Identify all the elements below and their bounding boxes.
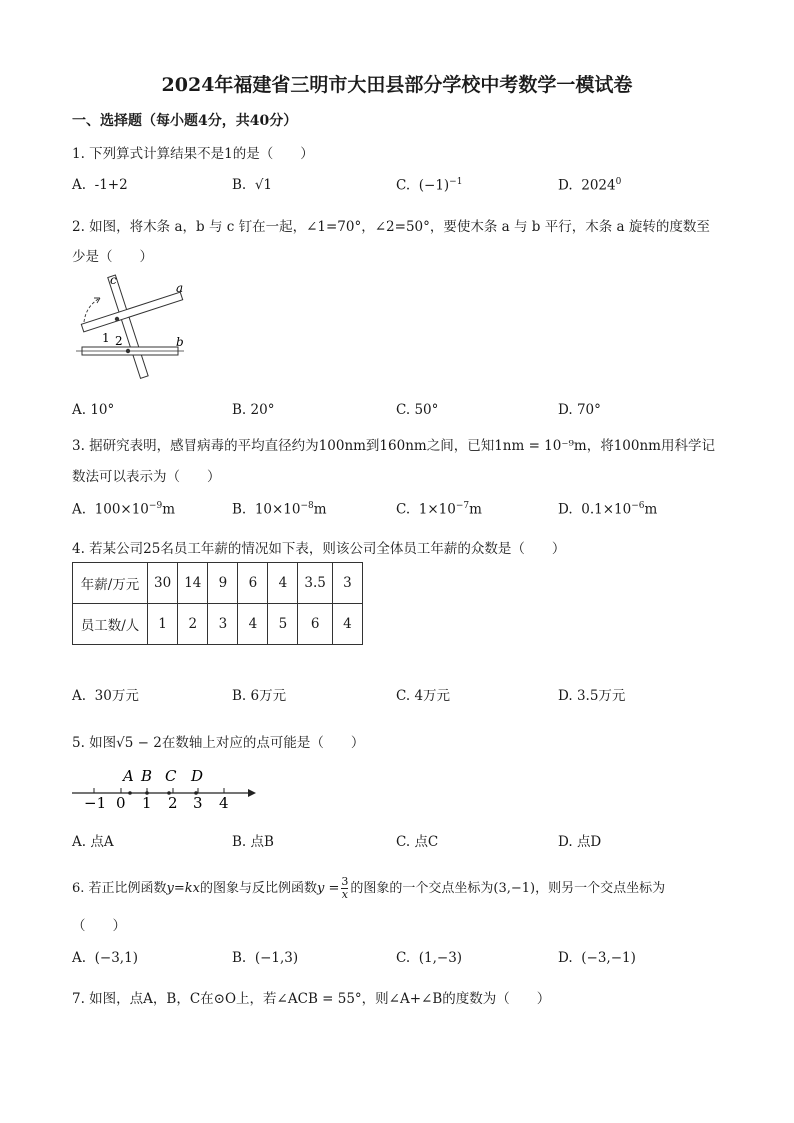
q3-option-b[interactable]: B. $10\times 10^{-8}m$ bbox=[232, 501, 327, 518]
q5-option-a[interactable]: A. 点A bbox=[72, 834, 114, 850]
section-heading: 一、选择题（每小题4分，共40分） bbox=[72, 113, 298, 129]
q6-point: (3,−1) bbox=[493, 881, 536, 896]
q2-stem-line2: 少是（ ） bbox=[72, 249, 153, 265]
table-cell: 6 bbox=[238, 563, 268, 604]
q1-stem: 1. 下列算式计算结果不是1的是（ ） bbox=[72, 146, 314, 162]
q4-option-a[interactable]: A. 30万元 bbox=[72, 688, 139, 704]
table-row bbox=[73, 604, 363, 645]
q5-option-b[interactable]: B. 点B bbox=[232, 834, 274, 850]
q3-option-c[interactable]: C. $1\times 10^{-7}m$ bbox=[396, 501, 482, 518]
table-cell: 14 bbox=[178, 563, 208, 604]
label-point-b: B bbox=[141, 767, 153, 785]
table-cell: 9 bbox=[208, 563, 238, 604]
table-cell: 30 bbox=[148, 563, 178, 604]
q2-stem-line1: 2. 如图，将木条 a，b 与 c 钉在一起，∠1=70°，∠2=50°，要使木条 a 与 b 平行，木条 a 旋转的度数至 bbox=[72, 219, 710, 235]
table-row-head: 员工数/人 bbox=[73, 604, 148, 645]
tick-label: 1 bbox=[142, 794, 152, 812]
nail-1 bbox=[115, 317, 119, 321]
q6-option-c[interactable]: C. (1,−3) bbox=[396, 950, 463, 966]
q5-expression: √5 − 2 bbox=[116, 735, 162, 751]
q3-stem-line2: 数法可以表示为（ ） bbox=[72, 469, 221, 485]
q6-stem-line1: 6. 若正比例函数y=kx的图象与反比例函数y = $\frac{3}{x}$ 的图象的一个交点坐标为(3,−1)，则另一个交点坐标为 bbox=[72, 875, 666, 901]
table-cell: 5 bbox=[268, 604, 298, 645]
table-cell: 4 bbox=[268, 563, 298, 604]
q6-fraction: $\frac{3}{x}$ bbox=[341, 875, 349, 901]
label-b: b bbox=[176, 335, 184, 349]
tick-label: 4 bbox=[219, 794, 229, 812]
q6-option-d[interactable]: D. (−3,−1) bbox=[558, 950, 636, 966]
label-point-d: D bbox=[191, 767, 204, 785]
number-line bbox=[68, 762, 263, 814]
label-a: a bbox=[176, 281, 184, 295]
q4-stem: 4. 若某公司25名员工年薪的情况如下表，则该公司全体员工年薪的众数是（ ） bbox=[72, 541, 566, 557]
q6-option-b[interactable]: B. (−1,3) bbox=[232, 950, 299, 966]
q4-option-d[interactable]: D. 3.5万元 bbox=[558, 688, 626, 704]
label-point-c: C bbox=[165, 767, 177, 785]
table-cell: 3 bbox=[208, 604, 238, 645]
q1-option-a[interactable]: A. -1+2 bbox=[72, 177, 128, 193]
q2-option-c[interactable]: C. 50° bbox=[396, 402, 439, 418]
q4-option-b[interactable]: B. 6万元 bbox=[232, 688, 287, 704]
q2-option-d[interactable]: D. 70° bbox=[558, 402, 601, 418]
salary-table bbox=[72, 562, 363, 645]
table-cell: 3.5 bbox=[298, 563, 332, 604]
table-cell: 3 bbox=[332, 563, 362, 604]
q2-option-b[interactable]: B. 20° bbox=[232, 402, 275, 418]
q5-option-c[interactable]: C. 点C bbox=[396, 834, 439, 850]
q3-option-a[interactable]: A. $100\times 10^{-9}m$ bbox=[72, 501, 175, 518]
table-row-head: 年薪/万元 bbox=[73, 563, 148, 604]
table-cell: 1 bbox=[148, 604, 178, 645]
rotation-arrowhead bbox=[94, 298, 100, 303]
q2-option-a[interactable]: A. 10° bbox=[72, 402, 115, 418]
q1-option-d[interactable]: D. 2024$^0$ bbox=[558, 177, 622, 194]
table-row bbox=[73, 563, 363, 604]
axis-arrow bbox=[248, 789, 256, 797]
q6-expr-direct: y=kx bbox=[166, 881, 200, 896]
q2-figure bbox=[72, 272, 197, 384]
table-cell: 4 bbox=[332, 604, 362, 645]
q6-stem-line2: （ ） bbox=[72, 918, 126, 934]
point-a bbox=[128, 791, 132, 795]
label-c: c bbox=[110, 273, 117, 287]
label-point-a: A bbox=[123, 767, 134, 785]
q6-option-a[interactable]: A. (−3,1) bbox=[72, 950, 138, 966]
q7-stem: 7. 如图，点A，B，C在⊙O上，若∠ACB = 55°，则∠A+∠B的度数为（ ） bbox=[72, 991, 551, 1007]
q3-stem-line1: 3. 据研究表明，感冒病毒的平均直径约为100nm到160nm之间，已知1nm = 10⁻⁹m，将100nm用科学记 bbox=[72, 438, 715, 454]
q1-option-b[interactable]: B. √1 bbox=[232, 177, 273, 193]
tick-label: 0 bbox=[116, 794, 126, 812]
tick-label: 3 bbox=[193, 794, 203, 812]
table-cell: 6 bbox=[298, 604, 332, 645]
label-angle1: 1 bbox=[102, 331, 110, 345]
table-cell: 2 bbox=[178, 604, 208, 645]
table-cell: 4 bbox=[238, 604, 268, 645]
nail-2 bbox=[126, 349, 130, 353]
q5-stem: 5. 如图√5 − 2在数轴上对应的点可能是（ ） bbox=[72, 735, 365, 751]
q3-option-d[interactable]: D. $0.1\times 10^{-6}m$ bbox=[558, 501, 658, 518]
stick-c bbox=[108, 275, 148, 378]
label-angle2: 2 bbox=[115, 334, 123, 348]
q4-option-c[interactable]: C. 4万元 bbox=[396, 688, 451, 704]
q1-option-c[interactable]: C. $(-1)^{-1}$ bbox=[396, 177, 463, 194]
tick-label: 2 bbox=[168, 794, 178, 812]
tick-label: −1 bbox=[84, 794, 107, 812]
page-title: 2024年福建省三明市大田县部分学校中考数学一模试卷 bbox=[161, 74, 633, 96]
q5-option-d[interactable]: D. 点D bbox=[558, 834, 602, 850]
